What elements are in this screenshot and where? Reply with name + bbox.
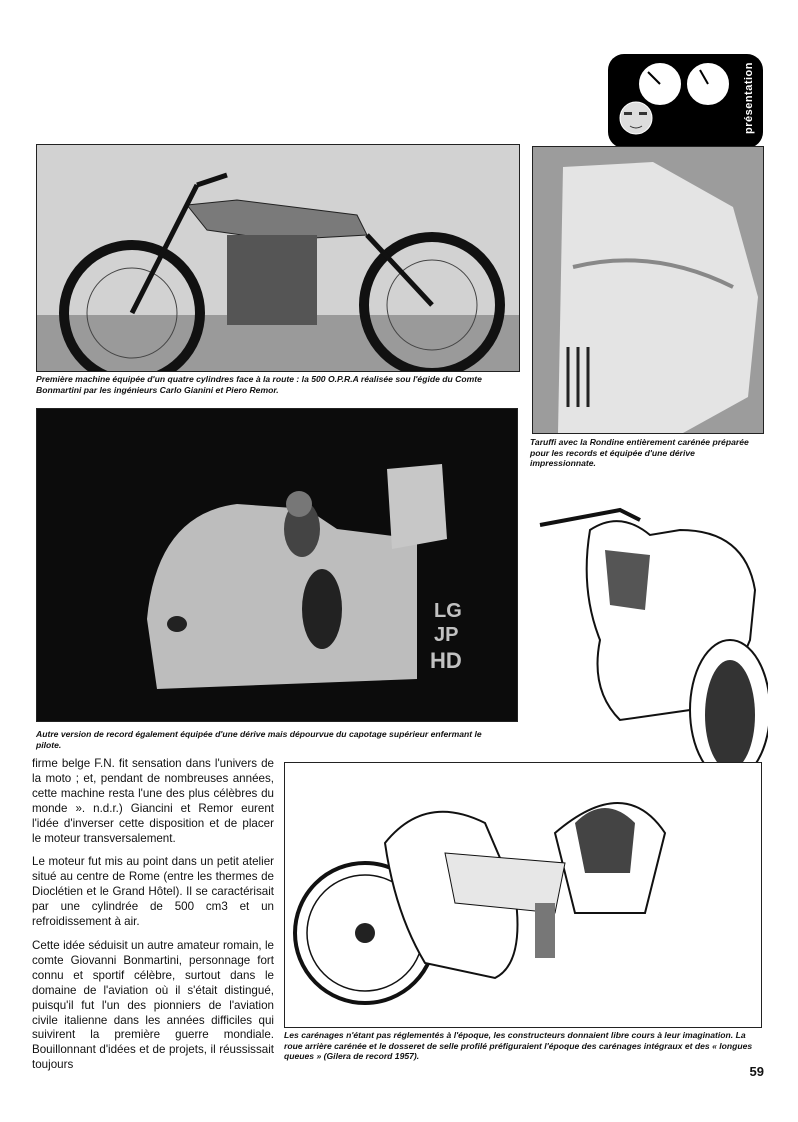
body-paragraph: Cette idée séduisit un autre amateur romain, le comte Giovanni Bonmartini, personnage fort connu et sportif célèbre, surtout dans le domaine de l'aviation où il s'était distingué, puisqu'il fut l'un des pionniers de l'aviation civile italienne dans les années difficiles qui suivirent la première guerre mondiale. Bouillonnant d'idées et de projets, il réussissait toujours xyxy=(32,938,274,1072)
body-paragraph: Le moteur fut mis au point dans un petit atelier situé au centre de Rome (entre les thermes de Dioclétien et le Grand Hôtel). Il se caractérisait par une cylindrée de 500 cm3 et un refroidissement à air. xyxy=(32,855,274,929)
faired-scooter-illustration xyxy=(530,490,768,790)
taruffi-caption: Taruffi avec la Rondine entièrement carénée préparée pour les records et équipée d'une dérive impressionnate. xyxy=(530,437,749,469)
record-caption: Autre version de record également équipée d'une dérive mais dépourvue du capotage supérieur enfermant le pilote. xyxy=(36,729,482,750)
opra-caption: Première machine équipée d'un quatre cylindres face à la route : la 500 O.P.R.A réalisée sou l'égide du Comte Bonmartini par les ingénieurs Carlo Gianini et Piero Remor. xyxy=(36,374,482,395)
opra-motorcycle-photo xyxy=(36,144,520,372)
body-paragraph: firme belge F.N. fit sensation dans l'univers de la moto ; et, pendant de nombreuses années, cette machine resta l'une des plus célèbres du monde ». n.d.r.) Giancini et Remor eurent l'idée d'inverser cette disposition et de placer le moteur transversalement. xyxy=(32,757,274,845)
section-badge xyxy=(608,54,763,148)
article-body xyxy=(32,757,274,1082)
page-number: 59 xyxy=(749,1064,764,1079)
speedometer-gauges-with-face-icon xyxy=(608,54,763,148)
carenages-caption: Les carénages n'étant pas réglementés à l'époque, les constructeurs donnaient libre cours à leur imagination. La roue arrière carénée et le dosseret de selle profilé préfiguraient l'époque des carénages intégraux et des « longues queues » (Gilera de record 1957). xyxy=(284,1030,753,1062)
lgjphd-watermark: LG JP HD xyxy=(430,600,462,673)
taruffi-rondine-photo xyxy=(532,146,764,434)
section-label: présentation xyxy=(743,62,755,135)
gilera-1957-illustration xyxy=(284,762,762,1028)
